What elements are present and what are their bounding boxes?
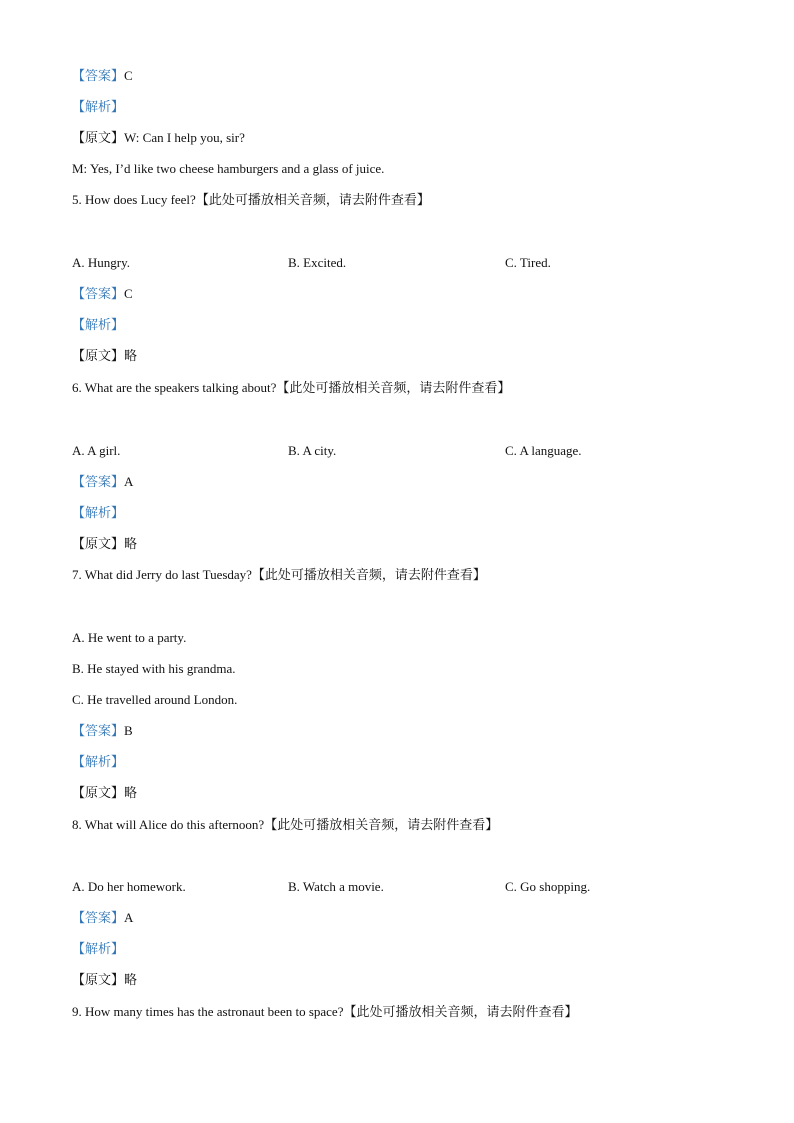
q7-answer-line <box>72 723 133 739</box>
q8-option-a: A. Do her homework. <box>72 879 186 894</box>
q7-original-line <box>72 785 137 801</box>
q5-option-b: B. Excited. <box>288 255 347 270</box>
q8-analysis-line <box>72 941 124 957</box>
q8-option-c: C. Go shopping. <box>505 879 591 894</box>
q7-analysis-line <box>72 754 124 770</box>
q5-answer-line <box>72 286 133 302</box>
original-omitted: 略 <box>124 972 138 987</box>
q6-analysis-line <box>72 505 124 521</box>
original-omitted: 略 <box>124 785 138 800</box>
question-8: 8. What will Alice do this afternoon?【此处可播放相关音频，请去附件查看】 <box>72 817 499 832</box>
question-9: 9. How many times has the astronaut been to space?【此处可播放相关音频，请去附件查看】 <box>72 1004 578 1019</box>
q6-option-a: A. A girl. <box>72 443 121 458</box>
original-tag: 【原文】 <box>72 348 125 363</box>
answer-tag: 【答案】 <box>72 723 125 738</box>
q7-option-a: A. He went to a party. <box>72 630 187 645</box>
analysis-tag: 【解析】 <box>72 505 125 520</box>
analysis-tag: 【解析】 <box>72 941 125 956</box>
original-tag: 【原文】 <box>72 972 125 987</box>
question-6: 6. What are the speakers talking about?【此处可播放相关音频，请去附件查看】 <box>72 380 511 395</box>
q7-answer-value: B <box>124 723 133 738</box>
q7-option-c: C. He travelled around London. <box>72 692 238 707</box>
q8-answer-line <box>72 910 133 926</box>
original-tag: 【原文】 <box>72 130 125 145</box>
analysis-tag: 【解析】 <box>72 317 125 332</box>
q6-answer-value: A <box>124 474 134 489</box>
analysis-tag: 【解析】 <box>72 754 125 769</box>
question-7: 7. What did Jerry do last Tuesday?【此处可播放相关音频，请去附件查看】 <box>72 567 486 582</box>
original-line <box>72 130 245 146</box>
answer-tag: 【答案】 <box>72 286 125 301</box>
original-tag: 【原文】 <box>72 536 125 551</box>
original-text: W: Can I help you, sir? <box>124 130 245 145</box>
analysis-tag: 【解析】 <box>72 99 125 114</box>
q5-option-c: C. Tired. <box>505 255 551 270</box>
q5-option-a: A. Hungry. <box>72 255 131 270</box>
q6-answer-line <box>72 474 133 490</box>
q7-option-b: B. He stayed with his grandma. <box>72 661 236 676</box>
q5-analysis-line <box>72 317 124 333</box>
answer-tag: 【答案】 <box>72 474 125 489</box>
q5-answer-value: C <box>124 286 133 301</box>
analysis-line <box>72 99 124 115</box>
answer-value: C <box>124 68 133 83</box>
q8-option-b: B. Watch a movie. <box>288 879 384 894</box>
q6-option-b: B. A city. <box>288 443 337 458</box>
original-omitted: 略 <box>124 348 138 363</box>
q8-original-line <box>72 972 137 988</box>
answer-line <box>72 68 133 84</box>
question-5: 5. How does Lucy feel?【此处可播放相关音频，请去附件查看】 <box>72 192 430 207</box>
q5-original-line <box>72 348 137 364</box>
q8-answer-value: A <box>124 910 134 925</box>
original-tag: 【原文】 <box>72 785 125 800</box>
answer-tag: 【答案】 <box>72 68 125 83</box>
answer-tag: 【答案】 <box>72 910 125 925</box>
q6-option-c: C. A language. <box>505 443 582 458</box>
q6-original-line <box>72 536 137 552</box>
original-text-continued: M: Yes, I’d like two cheese hamburgers and a glass of juice. <box>72 161 385 176</box>
original-omitted: 略 <box>124 536 138 551</box>
